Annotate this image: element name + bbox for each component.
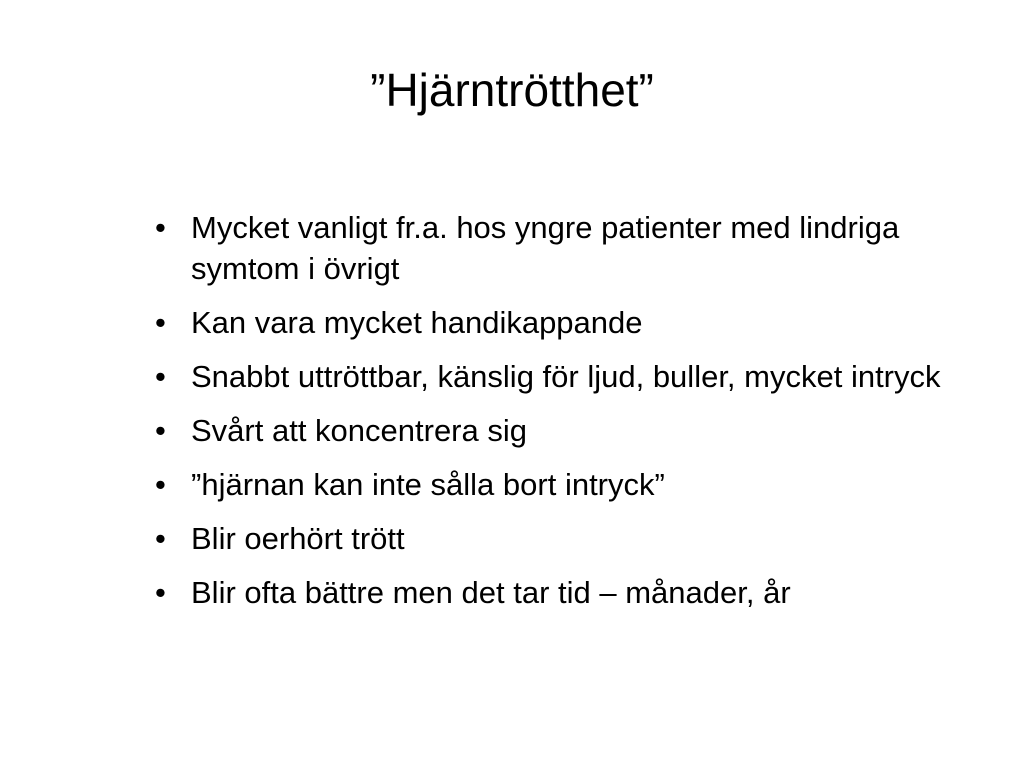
bullet-marker: • bbox=[155, 575, 166, 610]
bullet-item bbox=[155, 207, 975, 289]
bullet-text: Kan vara mycket handikappande bbox=[191, 305, 643, 340]
bullet-item bbox=[155, 572, 975, 613]
bullet-marker: • bbox=[155, 521, 166, 556]
bullet-marker: • bbox=[155, 210, 166, 245]
bullet-marker: • bbox=[155, 305, 166, 340]
bullet-text: Blir oerhört trött bbox=[191, 521, 405, 556]
bullet-text: Snabbt uttröttbar, känslig för ljud, buller, mycket intryck bbox=[191, 359, 941, 394]
bullet-marker: • bbox=[155, 359, 166, 394]
bullet-item bbox=[155, 464, 975, 505]
bullet-marker: • bbox=[155, 413, 166, 448]
bullet-marker: • bbox=[155, 467, 166, 502]
bullet-item bbox=[155, 518, 975, 559]
slide-title: ”Hjärntrötthet” bbox=[370, 64, 654, 116]
bullet-item bbox=[155, 410, 975, 451]
bullet-text: ”hjärnan kan inte sålla bort intryck” bbox=[191, 467, 665, 502]
bullet-text: Mycket vanligt fr.a. hos yngre patienter med lindriga symtom i övrigt bbox=[191, 210, 900, 286]
bullet-list bbox=[155, 207, 975, 626]
bullet-item bbox=[155, 302, 975, 343]
bullet-item bbox=[155, 356, 975, 397]
bullet-text: Svårt att koncentrera sig bbox=[191, 413, 527, 448]
bullet-text: Blir ofta bättre men det tar tid – månader, år bbox=[191, 575, 791, 610]
